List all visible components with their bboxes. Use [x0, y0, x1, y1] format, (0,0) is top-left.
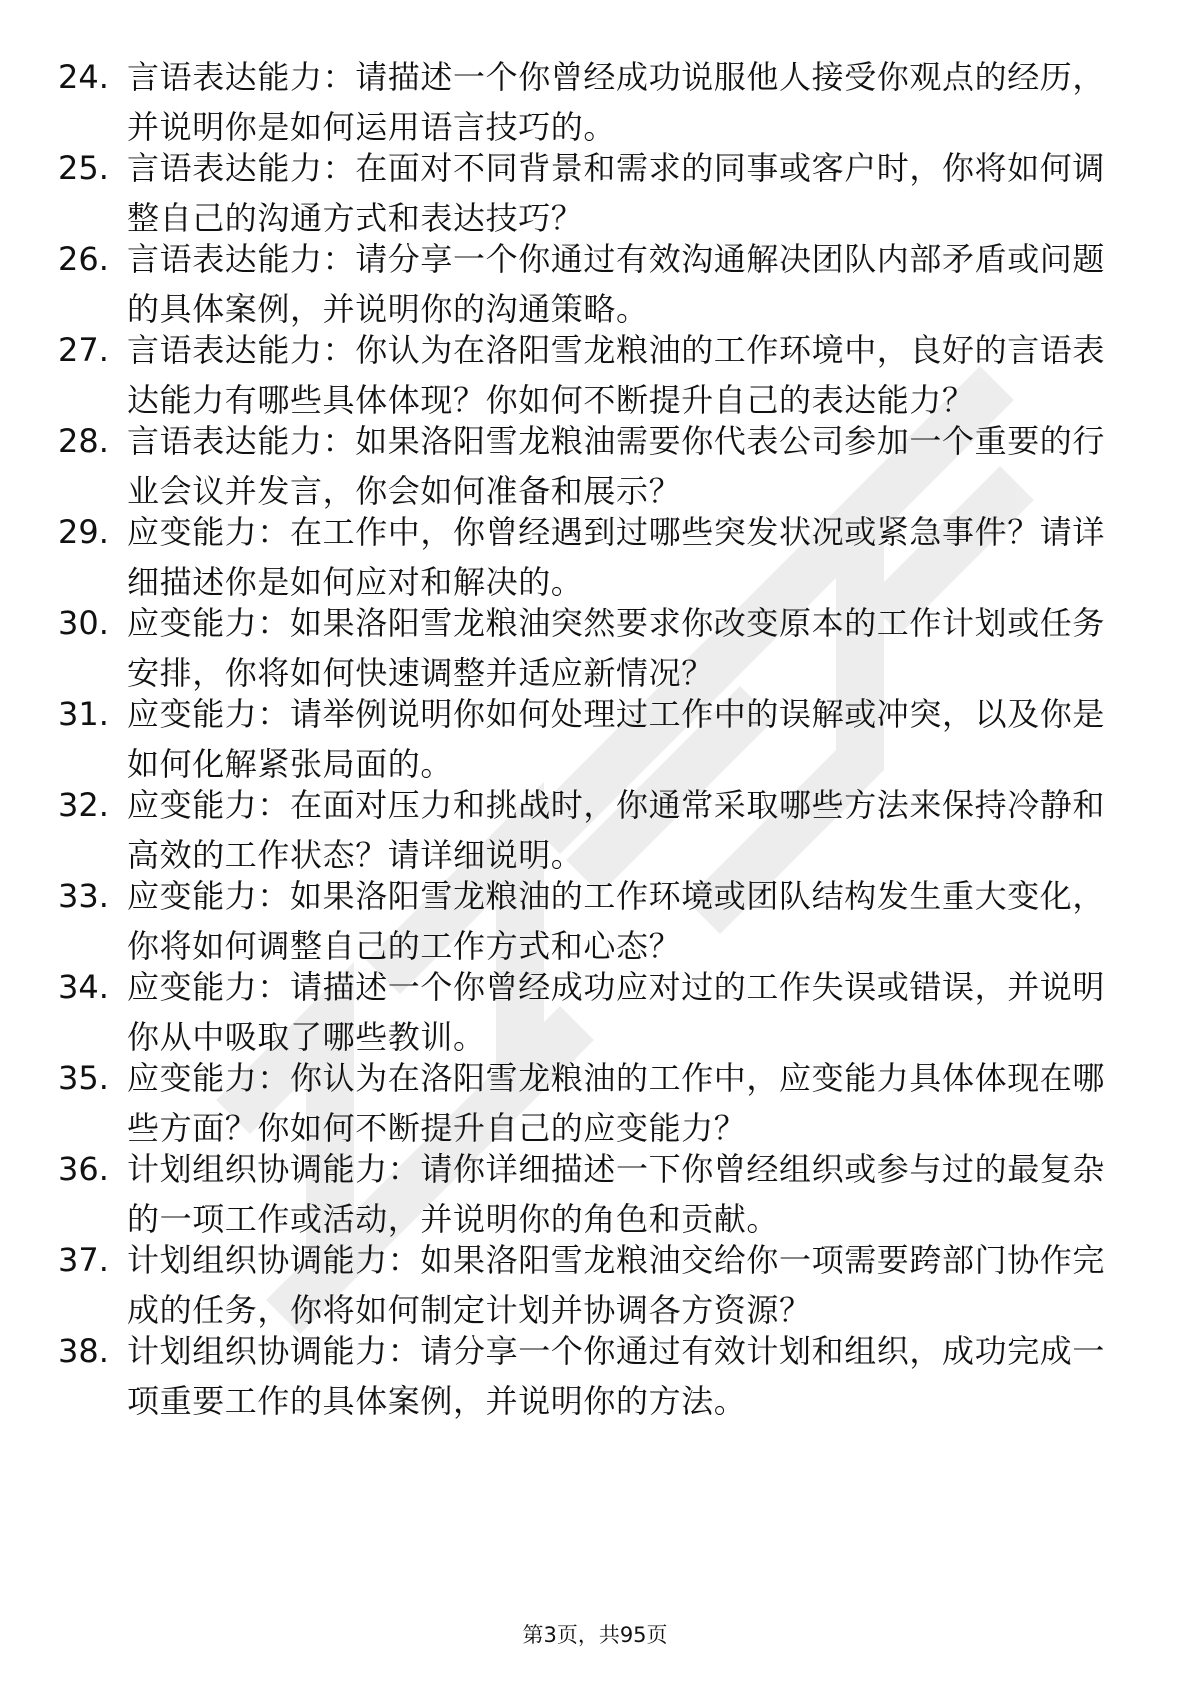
question-text: 言语表达能力：如果洛阳雪龙粮油需要你代表公司参加一个重要的行业会议并发言，你会如何准备和展示？	[127, 422, 1106, 510]
question-text: 应变能力：在工作中，你曾经遇到过哪些突发状况或紧急事件？请详细描述你是如何应对和解决的。	[127, 513, 1106, 601]
question-number: 27.	[58, 331, 109, 369]
question-item	[0, 416, 1190, 516]
question-number: 33.	[58, 877, 109, 915]
question-text: 应变能力：请举例说明你如何处理过工作中的误解或冲突，以及你是如何化解紧张局面的。	[127, 695, 1106, 783]
question-number: 31.	[58, 695, 109, 733]
question-text: 应变能力：如果洛阳雪龙粮油的工作环境或团队结构发生重大变化，你将如何调整自己的工作方式和心态？	[127, 877, 1106, 965]
question-item	[0, 325, 1190, 425]
question-number: 36.	[58, 1150, 109, 1188]
question-item	[0, 234, 1190, 334]
question-text: 言语表达能力：请分享一个你通过有效沟通解决团队内部矛盾或问题的具体案例，并说明你的沟通策略。	[127, 240, 1106, 328]
question-text: 应变能力：如果洛阳雪龙粮油突然要求你改变原本的工作计划或任务安排，你将如何快速调整并适应新情况？	[127, 604, 1106, 692]
question-item	[0, 598, 1190, 698]
question-item	[0, 1326, 1190, 1426]
question-number: 30.	[58, 604, 109, 642]
page-number-label: 第3页，共95页	[522, 1623, 668, 1647]
question-item	[0, 507, 1190, 607]
question-number: 26.	[58, 240, 109, 278]
page-footer	[0, 1620, 1190, 1650]
question-number: 32.	[58, 786, 109, 824]
question-number: 25.	[58, 149, 109, 187]
question-text: 应变能力：在面对压力和挑战时，你通常采取哪些方法来保持冷静和高效的工作状态？请详细说明。	[127, 786, 1106, 874]
question-number: 29.	[58, 513, 109, 551]
question-item	[0, 143, 1190, 243]
question-item	[0, 1053, 1190, 1153]
question-item	[0, 1235, 1190, 1335]
question-text: 应变能力：你认为在洛阳雪龙粮油的工作中，应变能力具体体现在哪些方面？你如何不断提升自己的应变能力？	[127, 1059, 1106, 1147]
question-text: 计划组织协调能力：如果洛阳雪龙粮油交给你一项需要跨部门协作完成的任务，你将如何制定计划并协调各方资源？	[127, 1241, 1106, 1329]
question-text: 言语表达能力：你认为在洛阳雪龙粮油的工作环境中，良好的言语表达能力有哪些具体体现？你如何不断提升自己的表达能力？	[127, 331, 1106, 419]
question-item	[0, 689, 1190, 789]
question-item	[0, 962, 1190, 1062]
question-text: 应变能力：请描述一个你曾经成功应对过的工作失误或错误，并说明你从中吸取了哪些教训。	[127, 968, 1106, 1056]
question-text: 计划组织协调能力：请分享一个你通过有效计划和组织，成功完成一项重要工作的具体案例，并说明你的方法。	[127, 1332, 1106, 1420]
question-item	[0, 1144, 1190, 1244]
question-number: 28.	[58, 422, 109, 460]
question-number: 34.	[58, 968, 109, 1006]
question-text: 言语表达能力：在面对不同背景和需求的同事或客户时，你将如何调整自己的沟通方式和表达技巧？	[127, 149, 1106, 237]
question-item	[0, 52, 1190, 152]
question-item	[0, 780, 1190, 880]
question-text: 言语表达能力：请描述一个你曾经成功说服他人接受你观点的经历，并说明你是如何运用语言技巧的。	[127, 58, 1106, 146]
question-number: 37.	[58, 1241, 109, 1279]
question-item	[0, 871, 1190, 971]
question-number: 38.	[58, 1332, 109, 1370]
question-number: 24.	[58, 58, 109, 96]
question-text: 计划组织协调能力：请你详细描述一下你曾经组织或参与过的最复杂的一项工作或活动，并说明你的角色和贡献。	[127, 1150, 1106, 1238]
question-number: 35.	[58, 1059, 109, 1097]
